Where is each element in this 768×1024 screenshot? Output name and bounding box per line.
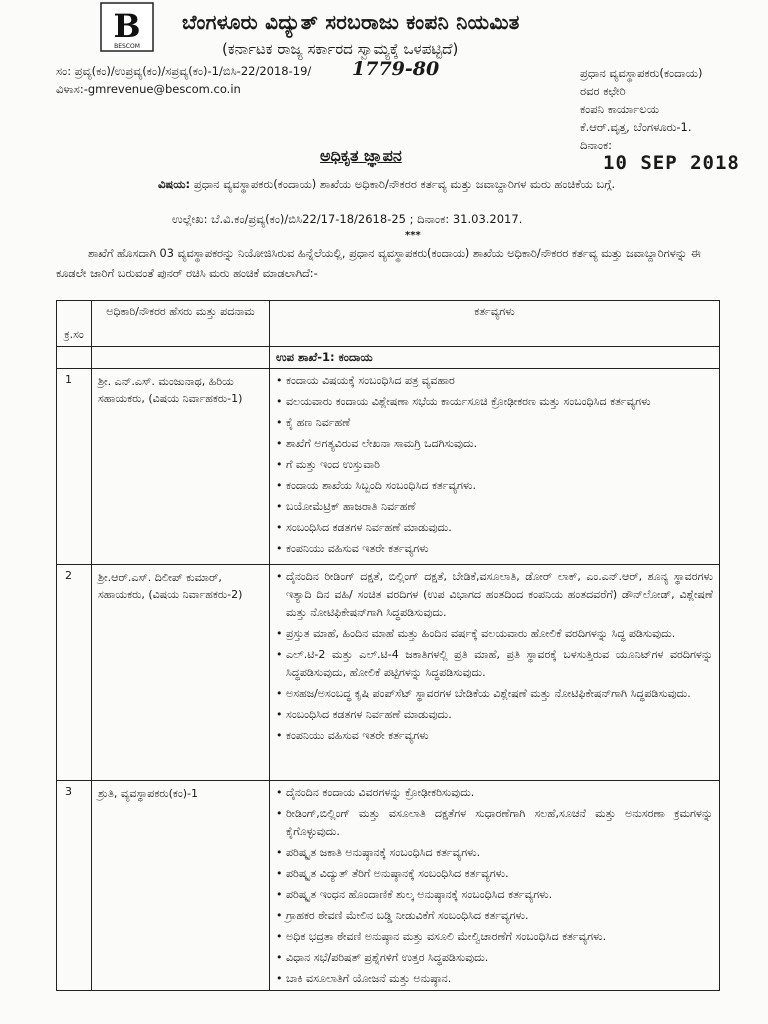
document-heading: ಅಧಿಕೃತ ಜ್ಞಾಪನ [320,146,402,165]
address-line: ರವರ ಕಛೇರಿ [580,84,626,98]
duty-item: • ಕೈ ಹಣ ನಿರ್ವಹಣೆ [276,414,713,432]
address-line: ಕೆ.ಆರ್.ವೃತ್ತ, ಬೆಂಗಳೂರು-1. [580,120,692,134]
duty-item: • ಗೆ ಮತ್ತು ಇಂದ ಉಸ್ತುವಾರಿ [276,456,713,474]
row-sl: 3 [57,781,92,991]
table-header-row [57,301,720,347]
duties-list [270,372,719,560]
table-row [57,565,720,781]
subject-line [158,175,638,193]
subject-text: ಪ್ರಧಾನ ವ್ಯವಸ್ಥಾಪಕರು(ಕಂದಾಯ) ಶಾಖೆಯ ಅಧಿಕಾರಿ/ನೌಕರರ ಕರ್ತವ್ಯ ಮತ್ತು ಜವಾಬ್ದಾರಿಗಳ ಮರು ಹಂಚಿಕೆಯ ಬಗ್ಗೆ. [193,177,616,191]
duty-item: • ಪರಿಷ್ಕೃತ ಇಂಧನ ಹೊಂದಾಣಿಕೆ ಶುಲ್ಕ ಅನುಷ್ಠಾನಕ್ಕೆ ಸಂಬಂಧಿಸಿದ ಕರ್ತವ್ಯಗಳು. [276,886,713,904]
row-sl: 1 [57,369,92,565]
org-name: ಬೆಂಗಳೂರು ವಿದ್ಯುತ್ ಸರಬರಾಜು ಕಂಪನಿ ನಿಯಮಿತ [182,10,520,34]
duties-list [270,568,719,747]
reference-number: ಸಂ: ಪ್ರವ್ಯ(ಕಂ)/ಉಪ್ರವ್ಯ(ಕಂ)/ಸಪ್ರವ್ಯ(ಕಂ)-1/ಬಿಸಿ-22/2018-19/ [56,64,312,78]
row-name: ಶ್ರುತಿ, ವ್ಯವಸ್ಥಾಪಕರು(ಕಂ)-1 [92,781,270,991]
duties-list [270,784,719,990]
duty-item: • ಕಂಪನಿಯು ವಹಿಸುವ ಇತರೇ ಕರ್ತವ್ಯಗಳು [276,540,713,558]
address-line: ದಿನಾಂಕ: [580,138,613,152]
row-duties [270,781,720,991]
duty-item: • ಪರಿಷ್ಕೃತ ಜಕಾತಿ ಅನುಷ್ಠಾನಕ್ಕೆ ಸಂಬಂಧಿಸಿದ ಕರ್ತವ್ಯಗಳು. [276,844,713,862]
duty-item: • ವಲಯವಾರು ಕಂದಾಯ ವಿಶ್ಲೇಷಣಾ ಸಭೆಯ ಕಾರ್ಯಸೂಚಿ ಕ್ರೋಢೀಕರಣ ಮತ್ತು ಸಂಬಂಧಿಸಿದ ಕರ್ತವ್ಯಗಳು [276,393,713,411]
logo-caption: BESCOM [114,43,140,50]
handwritten-ref: 1779-80 [352,58,440,80]
duty-item: • ಪ್ರಸ್ತುತ ಮಾಹೆ, ಹಿಂದಿನ ಮಾಹೆ ಮತ್ತು ಹಿಂದಿನ ವರ್ಷಕ್ಕೆ ವಲಯವಾರು ಹೋಲಿಕೆ ವರದಿಗಳನ್ನು ಸಿದ್ಧ ಪಡಿಸುವುದು. [276,625,713,643]
duty-item: • ಬಾಕಿ ವಸೂಲಾತಿಗೆ ಯೋಜನೆ ಮತ್ತು ಅನುಷ್ಠಾನ. [276,970,713,988]
svg-text:B: B [113,7,141,45]
row-name: ಶ್ರೀ.ಆರ್.ಎಸ್. ದಿಲೀಪ್ ಕುಮಾರ್, ಸಹಾಯಕರು, (ವಿಷಯ ನಿರ್ವಾಹಕರು-2) [92,565,270,781]
org-subtitle: (ಕರ್ನಾಟಕ ರಾಜ್ಯ ಸರ್ಕಾರದ ಸ್ವಾಮ್ಯಕ್ಕೆ ಒಳಪಟ್ಟಿದೆ) [222,40,459,58]
row-name: ಶ್ರೀ. ಎನ್.ಎಸ್. ಮಂಜುನಾಥ, ಹಿರಿಯ ಸಹಾಯಕರು, (ವಿಷಯ ನಿರ್ವಾಹಕರು-1) [92,369,270,565]
duty-item: • ಶಾಖೆಗೆ ಅಗತ್ಯವಿರುವ ಲೇಖನಾ ಸಾಮಗ್ರಿ ಒದಗಿಸುವುದು. [276,435,713,453]
duty-item: • ರೀಡಿಂಗ್,ಬಿಲ್ಲಿಂಗ್ ಮತ್ತು ವಸೂಲಾತಿ ದಕ್ಷತೆಗಳ ಸುಧಾರಣೆಗಾಗಿ ಸಲಹೆ,ಸೂಚನೆ ಮತ್ತು ಅನುಸರಣಾ ಕ್ರಮಗಳನ್ನು ಕೈಗೊಳ್ಳುವುದು. [276,805,713,841]
duty-item: • ಬಯೋಮೆಟ್ರಿಕ್ ಹಾಜರಾತಿ ನಿರ್ವಹಣೆ [276,498,713,516]
address-line: ಪ್ರಧಾನ ವ್ಯವಸ್ಥಾಪಕರು(ಕಂದಾಯ) [580,66,703,80]
email-address: ವಿಳಾಸ:-gmrevenue@bescom.co.in [56,82,241,96]
duties-table [56,300,720,991]
duty-item: • ಕಂದಾಯ ವಿಷಯಕ್ಕೆ ಸಂಬಂಧಿಸಿದ ಪತ್ರ ವ್ಯವಹಾರ [276,372,713,390]
duty-item: • ಅಧಿಕ ಭದ್ರತಾ ಠೇವಣಿ ಅನುಷ್ಠಾನ ಮತ್ತು ವಸೂಲಿ ಮೇಲ್ವಿಚಾರಣೆಗೆ ಸಂಬಂಧಿಸಿದ ಕರ್ತವ್ಯಗಳು. [276,928,713,946]
row-duties [270,565,720,781]
header-name: ಅಧಿಕಾರಿ/ನೌಕರರ ಹೆಸರು ಮತ್ತು ಪದನಾಮ [92,301,270,347]
duty-item: • ಗ್ರಾಹಕರ ಠೇವಣಿ ಮೇಲಿನ ಬಡ್ಡಿ ನೀಡುವಿಕೆಗೆ ಸಂಬಂಧಿಸಿದ ಕರ್ತವ್ಯಗಳು. [276,907,713,925]
duty-item: • ಕಂದಾಯ ಶಾಖೆಯ ಸಿಬ್ಬಂದಿ ಸಂಬಂಧಿಸಿದ ಕರ್ತವ್ಯಗಳು. [276,477,713,495]
separator-stars: *** [405,230,421,241]
section-blank [92,347,270,369]
duty-item: • ದೈನಂದಿನ ಕಂದಾಯ ವಿವರಗಳನ್ನು ಕ್ರೋಢೀಕರಿಸುವುದು. [276,784,713,802]
duty-item: • ಸಂಬಂಧಿಸಿದ ಕಡತಗಳ ನಿರ್ವಹಣೆ ಮಾಡುವುದು. [276,706,713,724]
duty-item: • ದೈನಂದಿನ ರೀಡಿಂಗ್ ದಕ್ಷತೆ, ಬಿಲ್ಲಿಂಗ್ ದಕ್ಷತೆ, ಬೇಡಿಕೆ,ವಸೂಲಾತಿ, ಡೋರ್ ಲಾಕ್, ಎಂ.ಎನ್.ಆರ್, ಶೂನ್ಯ ಸ್ಥಾವರಗಳು ಇತ್ಯಾದಿ ದಿನ ವಹಿ/ ಸಂಚಿತ ವರದಿಗಳ (ಉಪ ವಿಭಾಗದ ಹಂತದಿಂದ ಕಂಪನಿಯ ಹಂತದವರೆಗೆ) ಡೌನ್‌ಲೋಡ್, ವಿಶ್ಲೇಷಣೆ ಮತ್ತು ನೋಟಿಫಿಕೇಷನ್‌ಗಾಗಿ ಸಿದ್ಧಪಡಿಸುವುದು. [276,568,713,622]
duty-item: • ವಿಧಾನ ಸಭೆ/ಪರಿಷತ್ ಪ್ರಶ್ನೆಗಳಿಗೆ ಉತ್ತರ ಸಿದ್ಧಪಡಿಸುವುದು. [276,949,713,967]
duty-item: • ಅಸಹಜ/ಅಸಂಬದ್ಧ ಕೃಷಿ ಪಂಪ್‌ಸೆಟ್ ಸ್ಥಾವರಗಳ ಬೇಡಿಕೆಯ ವಿಶ್ಲೇಷಣೆ ಮತ್ತು ನೋಟಿಫಿಕೇಷನ್‌ಗಾಗಿ ಸಿದ್ಧಪಡಿಸುವುದು. [276,685,713,703]
duty-item: • ಕಂಪನಿಯು ವಹಿಸುವ ಇತರೇ ಕರ್ತವ್ಯಗಳು [276,727,713,745]
duty-item: • ಪರಿಷ್ಕೃತ ವಿದ್ಯುತ್ ತೆರಿಗೆ ಅನುಷ್ಠಾನಕ್ಕೆ ಸಂಬಂಧಿಸಿದ ಕರ್ತವ್ಯಗಳು. [276,865,713,883]
row-duties [270,369,720,565]
reference-line: ಉಲ್ಲೇಖ: ಬೆ.ವಿ.ಕಂ/ಪ್ರವ್ಯ(ಕಂ)/ಬಿಸಿ22/17-18/2618-25 ; ದಿನಾಂಕ: 31.03.2017. [172,212,523,226]
duty-item: • ಎಲ್.ಟಿ-2 ಮತ್ತು ಎಲ್.ಟಿ-4 ಜಕಾತಿಗಳಲ್ಲಿ ಪ್ರತಿ ಮಾಹೆ, ಪ್ರತಿ ಸ್ಥಾವರಕ್ಕೆ ಬಳಸುತ್ತಿರುವ ಯೂನಿಟ್‌ಗಳ ವರದಿಗಳನ್ನು ಸಿದ್ಧಪಡಿಸುವುದು, ಹೋಲಿಕೆ ಪಟ್ಟಿಗಳನ್ನು ಸಿದ್ಧಪಡಿಸುವುದು. [276,646,713,682]
section-row [57,347,720,369]
section-blank [57,347,92,369]
subject-label: ವಿಷಯ: [158,177,191,191]
duty-item: • ಸಂಬಂಧಿಸಿದ ಕಡತಗಳ ನಿರ್ವಹಣೆ ಮಾಡುವುದು. [276,519,713,537]
table-row [57,781,720,991]
date-stamp: 10 SEP 2018 [603,152,740,174]
bescom-logo-icon [100,2,154,52]
header-sl: ಕ್ರ.ಸಂ [57,301,92,347]
office-address [580,64,702,154]
table-row [57,369,720,565]
row-sl: 2 [57,565,92,781]
intro-paragraph: ಶಾಖೆಗೆ ಹೊಸದಾಗಿ 03 ವ್ಯವಸ್ಥಾಪಕರನ್ನು ನಿಯೋಜಿಸಿರುವ ಹಿನ್ನೆಲೆಯಲ್ಲಿ, ಪ್ರಧಾನ ವ್ಯವಸ್ಥಾಪಕರು(ಕಂದಾಯ) ಶಾಖೆಯ ಅಧಿಕಾರಿ/ನೌಕರರ ಕರ್ತವ್ಯ ಮತ್ತು ಜವಾಬ್ದಾರಿಗಳನ್ನು ಈ ಕೂಡಲೇ ಜಾರಿಗೆ ಬರುವಂತೆ ಪುನರ್ ರಚಿಸಿ ಮರು ಹಂಚಿಕೆ ಮಾಡಲಾಗಿದೆ:- [56,247,701,280]
header-duties: ಕರ್ತವ್ಯಗಳು [270,301,720,347]
address-line: ಕಂಪನಿ ಕಾರ್ಯಾಲಯ [580,102,660,116]
section-title: ಉಪ ಶಾಖೆ-1: ಕಂದಾಯ [270,347,720,369]
